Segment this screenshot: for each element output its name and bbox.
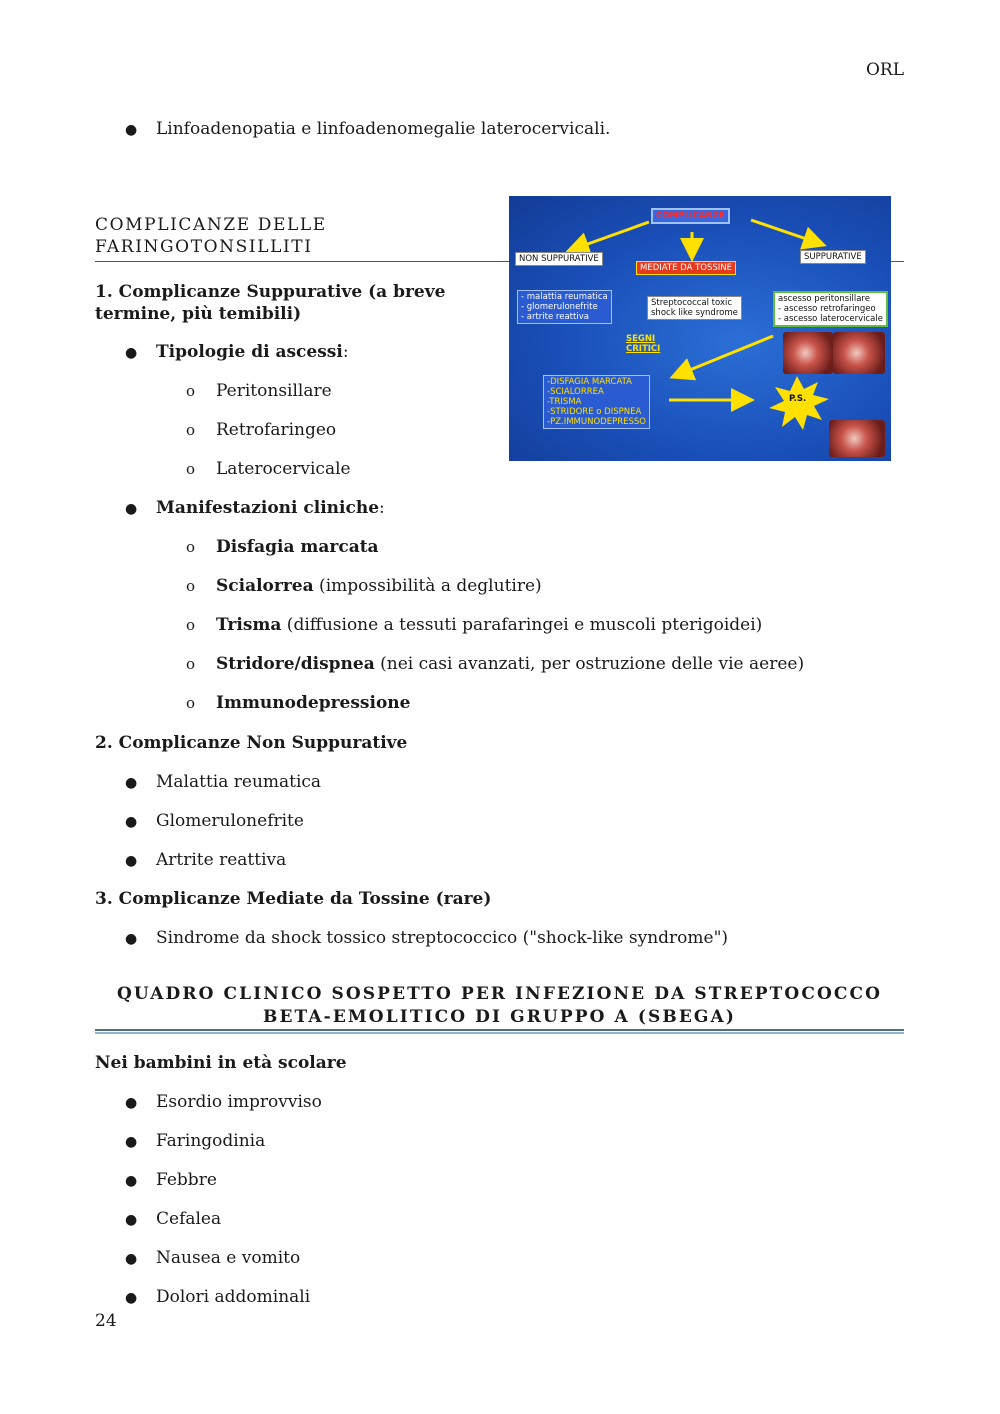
- complications-diagram: [509, 196, 891, 461]
- list-item: ● Febbre: [125, 1170, 217, 1190]
- circle-bullet-icon: o: [186, 538, 196, 556]
- sublist-item: o Stridore/dispnea (nei casi avanzati, per ostruzione delle vie aeree): [186, 654, 805, 674]
- diagram-strep-box: Streptococcal toxic shock like syndrome: [647, 296, 742, 320]
- throat-photo: [829, 420, 885, 457]
- bullet-icon: ●: [125, 1134, 138, 1150]
- list-item: ● Cefalea: [125, 1209, 222, 1229]
- subsection-title: 1. Complicanze Suppurative (a breve termine, più temibili): [95, 282, 446, 324]
- bullet-icon: ●: [125, 1173, 138, 1189]
- subsection-title: Nei bambini in età scolare: [95, 1053, 347, 1073]
- diagram-node-top: COMPLICANZE: [651, 208, 730, 224]
- diagram-node-suppurative: SUPPURATIVE: [800, 250, 866, 264]
- arrow-icon: [751, 220, 821, 244]
- list-item: [125, 118, 611, 141]
- running-header: ORL: [865, 60, 904, 80]
- bullet-icon: ●: [125, 122, 138, 138]
- arrow-icon: [571, 222, 649, 250]
- circle-bullet-icon: o: [186, 694, 196, 712]
- throat-photo: [783, 332, 833, 374]
- list-item: ● Nausea e vomito: [125, 1248, 301, 1268]
- bullet-icon: ●: [125, 931, 138, 947]
- sublist-item: o Trisma (diffusione a tessuti parafaringei e muscoli pterigoidei): [186, 615, 763, 635]
- list-item-text: Linfoadenopatia e linfoadenomegalie laterocervicali.: [156, 119, 611, 139]
- diagram-segni-critici: SEGNI CRITICI: [626, 334, 661, 354]
- diagram-critical-list: -DISFAGIA MARCATA -SCIALORREA -TRISMA -STRIDORE o DISPNEA -PZ.IMMUNODEPRESSO: [543, 375, 650, 429]
- section-title: [95, 214, 327, 258]
- section-title-line: COMPLICANZE DELLE: [95, 215, 327, 235]
- bullet-icon: ●: [125, 345, 138, 361]
- sublist-item: o Disfagia marcata: [186, 537, 379, 557]
- diagram-ps-label: P.S.: [789, 394, 807, 404]
- list-item: ● Esordio improvviso: [125, 1092, 322, 1112]
- arrow-icon: [675, 336, 773, 376]
- bullet-icon: ●: [125, 853, 138, 869]
- sublist-item: o Retrofaringeo: [186, 420, 337, 440]
- list-item: ● Tipologie di ascessi:: [125, 342, 349, 362]
- circle-bullet-icon: o: [186, 577, 196, 595]
- bullet-icon: ●: [125, 1212, 138, 1228]
- major-heading: QUADRO CLINICO SOSPETTO PER INFEZIONE DA STREPTOCOCCO BETA-EMOLITICO DI GRUPPO A (SBEGA): [116, 984, 883, 1027]
- list-item-label: Manifestazioni cliniche: [156, 498, 380, 518]
- sublist-item: o Laterocervicale: [186, 459, 351, 479]
- list-item: ● Glomerulonefrite: [125, 811, 304, 831]
- bullet-icon: ●: [125, 775, 138, 791]
- subsection-title: 2. Complicanze Non Suppurative: [95, 733, 408, 753]
- list-item: ● Manifestazioni cliniche:: [125, 498, 385, 518]
- bullet-icon: ●: [125, 1095, 138, 1111]
- list-item: ● Artrite reattiva: [125, 850, 287, 870]
- page-number: 24: [95, 1311, 117, 1331]
- subsection-title: 3. Complicanze Mediate da Tossine (rare): [95, 889, 492, 909]
- list-item: ● Malattia reumatica: [125, 772, 322, 792]
- circle-bullet-icon: o: [186, 616, 196, 634]
- section-title-line: FARINGOTONSILLITI: [95, 237, 313, 257]
- diagram-non-list: - malattia reumatica - glomerulonefrite - artrite reattiva: [517, 290, 612, 324]
- list-item-label: Tipologie di ascessi: [156, 342, 343, 362]
- sublist-item: o Peritonsillare: [186, 381, 332, 401]
- circle-bullet-icon: o: [186, 421, 196, 439]
- sublist-item: o Immunodepressione: [186, 693, 411, 713]
- bullet-icon: ●: [125, 814, 138, 830]
- heading-rule: [95, 1032, 904, 1034]
- circle-bullet-icon: o: [186, 382, 196, 400]
- heading-rule: [95, 1029, 904, 1031]
- circle-bullet-icon: o: [186, 655, 196, 673]
- sublist-item: o Scialorrea (impossibilità a deglutire): [186, 576, 542, 596]
- diagram-node-non-suppurative: NON SUPPURATIVE: [515, 252, 603, 266]
- bullet-icon: ●: [125, 1290, 138, 1306]
- throat-photo: [833, 332, 885, 374]
- circle-bullet-icon: o: [186, 460, 196, 478]
- bullet-icon: ●: [125, 501, 138, 517]
- bullet-icon: ●: [125, 1251, 138, 1267]
- diagram-sup-list: ascesso peritonsillare - ascesso retrofaringeo - ascesso laterocervicale: [773, 291, 888, 327]
- list-item: ● Faringodinia: [125, 1131, 266, 1151]
- list-item: ● Dolori addominali: [125, 1287, 311, 1307]
- list-item: ● Sindrome da shock tossico streptococcico ("shock-like syndrome"): [125, 928, 729, 948]
- diagram-node-mediate: MEDIATE DA TOSSINE: [636, 261, 736, 275]
